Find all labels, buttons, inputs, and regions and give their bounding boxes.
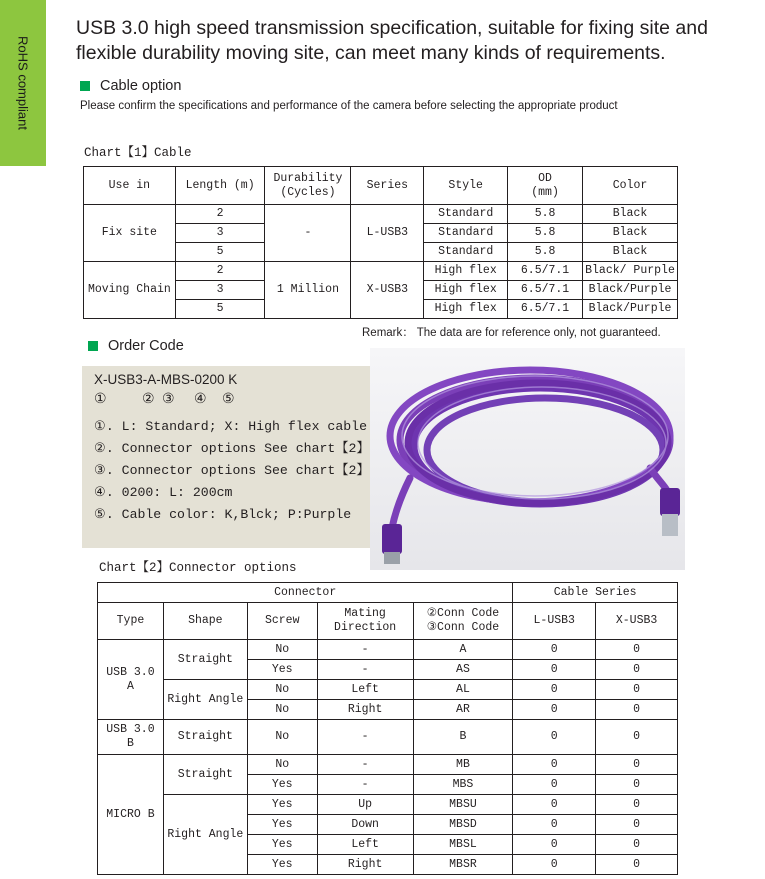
green-square-icon xyxy=(88,341,98,351)
header-od-line2: (mm) xyxy=(531,185,559,199)
style-cell: High flex xyxy=(424,300,508,319)
header-connector: Connector xyxy=(98,583,513,603)
l-usb3-cell: 0 xyxy=(513,775,596,795)
x-usb3-cell: 0 xyxy=(596,700,678,720)
connector-table-header xyxy=(98,603,678,640)
connector-micro-b xyxy=(382,524,402,554)
style-cell: Standard xyxy=(424,243,508,262)
length-cell: 2 xyxy=(175,262,265,281)
header-type: Type xyxy=(98,603,164,640)
header-x-usb3: X-USB3 xyxy=(596,603,678,640)
mating-cell: - xyxy=(317,660,413,680)
order-code-line: ⑤. Cable color: K,Blck; P:Purple xyxy=(94,507,352,522)
chart1-caption: Chart【1】Cable xyxy=(84,146,192,160)
screw-cell: Yes xyxy=(247,660,317,680)
header-mating-line1: Mating xyxy=(344,607,386,620)
style-cell: High flex xyxy=(424,262,508,281)
screw-cell: No xyxy=(247,680,317,700)
order-code-line: ②. Connector options See chart【2】 xyxy=(94,441,370,456)
code-cell: MBSD xyxy=(413,815,513,835)
header-series: Series xyxy=(351,167,424,205)
marker-2: ② xyxy=(142,392,155,408)
od-cell: 5.8 xyxy=(508,205,583,224)
header-mating xyxy=(317,603,413,640)
od-cell: 5.8 xyxy=(508,224,583,243)
header-od xyxy=(508,167,583,205)
page-headline: USB 3.0 high speed transmission specification, suitable for fixing site and flexible durability moving site, can meet many kinds of requirements. xyxy=(76,17,708,64)
screw-cell: No xyxy=(247,720,317,755)
shape-cell: Right Angle xyxy=(163,795,247,875)
color-cell: Black xyxy=(582,243,677,262)
chart2-caption: Chart【2】Connector options xyxy=(99,561,297,575)
code-cell: AS xyxy=(413,660,513,680)
x-usb3-cell: 0 xyxy=(596,835,678,855)
table-row xyxy=(98,640,678,660)
table-row xyxy=(84,262,678,281)
header-mating-line2: Direction xyxy=(334,621,397,634)
l-usb3-cell: 0 xyxy=(513,835,596,855)
table-row xyxy=(98,755,678,775)
mating-cell: Left xyxy=(317,835,413,855)
mating-cell: - xyxy=(317,640,413,660)
style-cell: Standard xyxy=(424,205,508,224)
type-cell xyxy=(98,640,164,720)
connector-table xyxy=(97,582,678,875)
shape-cell: Right Angle xyxy=(163,680,247,720)
use-in-cell: Fix site xyxy=(84,205,176,262)
connector-table-group-header xyxy=(98,583,678,603)
header-durability-line1: Durability xyxy=(273,171,343,185)
type-line1: USB 3.0 xyxy=(106,665,155,679)
x-usb3-cell: 0 xyxy=(596,640,678,660)
purple-usb-cable-photo xyxy=(370,348,685,570)
shape-cell: Straight xyxy=(163,755,247,795)
order-code-line: ①. L: Standard; X: High flex cable xyxy=(94,419,367,434)
mating-cell: Right xyxy=(317,700,413,720)
code-cell: MBSL xyxy=(413,835,513,855)
marker-5: ⑤ xyxy=(222,392,235,408)
mating-cell: - xyxy=(317,720,413,755)
table-row xyxy=(98,795,678,815)
order-code-markers xyxy=(94,391,370,408)
selection-note: Please confirm the specifications and performance of the camera before selecting the appropriate product xyxy=(80,100,618,112)
screw-cell: Yes xyxy=(247,775,317,795)
table-row xyxy=(98,680,678,700)
header-conn-code xyxy=(413,603,513,640)
length-cell: 5 xyxy=(175,243,265,262)
code-cell: MBSR xyxy=(413,855,513,875)
mating-cell: Up xyxy=(317,795,413,815)
order-code-heading xyxy=(88,338,184,354)
cable-table-header xyxy=(84,167,678,205)
screw-cell: Yes xyxy=(247,815,317,835)
header-use-in: Use in xyxy=(84,167,176,205)
x-usb3-cell: 0 xyxy=(596,775,678,795)
order-code-example: X-USB3-A-MBS-0200 K xyxy=(94,372,238,387)
header-style: Style xyxy=(424,167,508,205)
mating-cell: - xyxy=(317,775,413,795)
cable-table xyxy=(83,166,678,319)
type-line2: A xyxy=(126,679,134,693)
shape-cell: Straight xyxy=(163,720,247,755)
l-usb3-cell: 0 xyxy=(513,755,596,775)
header-length: Length (m) xyxy=(175,167,265,205)
order-code-line: ④. 0200: L: 200cm xyxy=(94,485,233,500)
length-cell: 3 xyxy=(175,281,265,300)
marker-4: ④ xyxy=(194,392,207,408)
type-line1: USB 3.0 xyxy=(106,723,155,736)
durability-cell: - xyxy=(265,205,351,262)
green-square-icon xyxy=(80,81,90,91)
length-cell: 5 xyxy=(175,300,265,319)
x-usb3-cell: 0 xyxy=(596,720,678,755)
header-cable-series: Cable Series xyxy=(513,583,678,603)
od-cell: 6.5/7.1 xyxy=(508,300,583,319)
table-row xyxy=(84,205,678,224)
color-cell: Black/ Purple xyxy=(582,262,677,281)
order-code-box xyxy=(82,366,370,548)
header-durability xyxy=(265,167,351,205)
series-cell: L-USB3 xyxy=(351,205,424,262)
use-in-cell: Moving Chain xyxy=(84,262,176,319)
code-cell: MBS xyxy=(413,775,513,795)
mating-cell: - xyxy=(317,755,413,775)
header-od-line1: OD xyxy=(538,171,552,185)
l-usb3-cell: 0 xyxy=(513,855,596,875)
x-usb3-cell: 0 xyxy=(596,815,678,835)
rohs-side-tab xyxy=(0,0,46,166)
x-usb3-cell: 0 xyxy=(596,680,678,700)
series-cell: X-USB3 xyxy=(351,262,424,319)
header-durability-line2: (Cycles) xyxy=(280,185,336,199)
l-usb3-cell: 0 xyxy=(513,680,596,700)
x-usb3-cell: 0 xyxy=(596,660,678,680)
color-cell: Black/Purple xyxy=(582,300,677,319)
marker-3: ③ xyxy=(162,392,175,408)
mating-cell: Left xyxy=(317,680,413,700)
code-cell: MBSU xyxy=(413,795,513,815)
style-cell: Standard xyxy=(424,224,508,243)
header-shape: Shape xyxy=(163,603,247,640)
l-usb3-cell: 0 xyxy=(513,795,596,815)
shape-cell: Straight xyxy=(163,640,247,680)
code-cell: AL xyxy=(413,680,513,700)
type-cell: MICRO B xyxy=(98,755,164,875)
connector-usb-a xyxy=(660,488,680,516)
x-usb3-cell: 0 xyxy=(596,855,678,875)
screw-cell: Yes xyxy=(247,795,317,815)
cable-illustration xyxy=(370,348,685,570)
header-l-usb3: L-USB3 xyxy=(513,603,596,640)
code-cell: B xyxy=(413,720,513,755)
table-row xyxy=(98,720,678,755)
l-usb3-cell: 0 xyxy=(513,815,596,835)
type-line2: B xyxy=(126,737,134,750)
color-cell: Black xyxy=(582,205,677,224)
screw-cell: No xyxy=(247,700,317,720)
screw-cell: Yes xyxy=(247,835,317,855)
x-usb3-cell: 0 xyxy=(596,795,678,815)
length-cell: 3 xyxy=(175,224,265,243)
header-conn-code-line2: ③Conn Code xyxy=(426,621,500,634)
header-conn-code-line1: ②Conn Code xyxy=(426,607,500,620)
marker-1: ① xyxy=(94,392,107,408)
l-usb3-cell: 0 xyxy=(513,660,596,680)
l-usb3-cell: 0 xyxy=(513,720,596,755)
code-cell: AR xyxy=(413,700,513,720)
order-code-title: Order Code xyxy=(108,338,184,354)
l-usb3-cell: 0 xyxy=(513,640,596,660)
mating-cell: Down xyxy=(317,815,413,835)
od-cell: 6.5/7.1 xyxy=(508,281,583,300)
rohs-label: RoHS compliant xyxy=(15,36,31,130)
od-cell: 5.8 xyxy=(508,243,583,262)
l-usb3-cell: 0 xyxy=(513,700,596,720)
type-cell xyxy=(98,720,164,755)
mating-cell: Right xyxy=(317,855,413,875)
od-cell: 6.5/7.1 xyxy=(508,262,583,281)
color-cell: Black/Purple xyxy=(582,281,677,300)
screw-cell: No xyxy=(247,640,317,660)
chart1-remark: Remark： The data are for reference only, not guaranteed. xyxy=(362,327,661,339)
header-color: Color xyxy=(582,167,677,205)
style-cell: High flex xyxy=(424,281,508,300)
header-screw: Screw xyxy=(247,603,317,640)
code-cell: A xyxy=(413,640,513,660)
length-cell: 2 xyxy=(175,205,265,224)
x-usb3-cell: 0 xyxy=(596,755,678,775)
screw-cell: Yes xyxy=(247,855,317,875)
cable-option-title: Cable option xyxy=(100,78,182,94)
cable-option-heading xyxy=(80,78,181,94)
screw-cell: No xyxy=(247,755,317,775)
order-code-line: ③. Connector options See chart【2】 xyxy=(94,463,370,478)
durability-cell: 1 Million xyxy=(265,262,351,319)
color-cell: Black xyxy=(582,224,677,243)
code-cell: MB xyxy=(413,755,513,775)
